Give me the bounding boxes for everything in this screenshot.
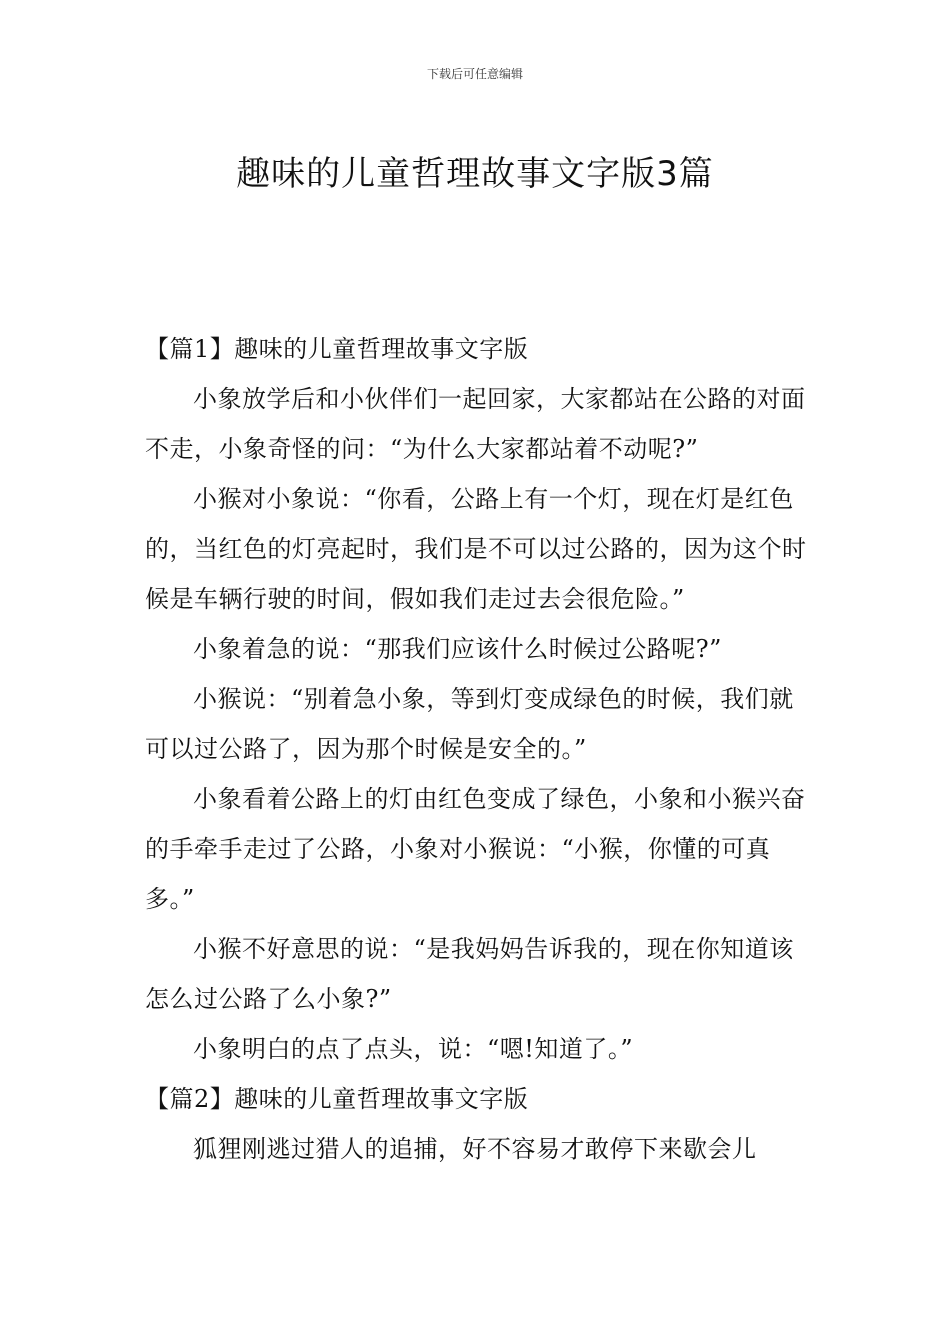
document-body <box>145 324 809 1174</box>
section-heading-1: 【篇1】趣味的儿童哲理故事文字版 <box>145 335 529 363</box>
section-heading-2: 【篇2】趣味的儿童哲理故事文字版 <box>145 1085 529 1113</box>
paragraph: 小象着急的说：“那我们应该什么时候过公路呢?” <box>193 635 722 663</box>
paragraph: 小象明白的点了点头，说：“嗯!知道了。” <box>193 1035 634 1063</box>
paragraph: 小象放学后和小伙伴们一起回家，大家都站在公路的对面不走，小象奇怪的问：“为什么大家都站着不动呢?” <box>145 385 806 463</box>
paragraph: 小猴不好意思的说：“是我妈妈告诉我的，现在你知道该怎么过公路了么小象?” <box>145 935 794 1013</box>
header-note: 下载后可任意编辑 <box>426 67 523 81</box>
paragraph: 狐狸刚逃过猎人的追捕，好不容易才敢停下来歇会儿 <box>193 1135 757 1163</box>
paragraph: 小猴对小象说：“你看，公路上有一个灯，现在灯是红色的，当红色的灯亮起时，我们是不可以过公路的，因为这个时候是车辆行驶的时间，假如我们走过去会很危险。” <box>145 485 807 613</box>
paragraph: 小猴说：“别着急小象，等到灯变成绿色的时候，我们就可以过公路了，因为那个时候是安全的。” <box>145 685 794 763</box>
paragraph: 小象看着公路上的灯由红色变成了绿色，小象和小猴兴奋的手牵手走过了公路，小象对小猴说：“小猴，你懂的可真多。” <box>145 785 806 913</box>
document-title: 趣味的儿童哲理故事文字版3篇 <box>236 153 714 194</box>
